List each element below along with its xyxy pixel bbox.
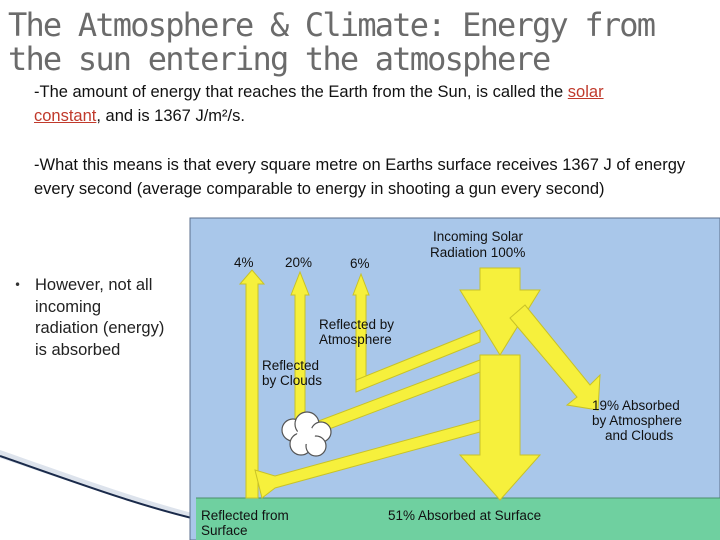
pct-6-label: 6% [350,256,370,271]
decorative-swoosh [0,450,200,520]
pct-20-label: 20% [285,255,313,270]
absorbed-atmosphere-line1: 19% Absorbed [592,398,680,413]
bullet-text: However, not all incoming radiation (energy) is absorbed [35,276,165,359]
incoming-label-line2: Radiation 100% [430,245,526,260]
bullet-dot-icon: • [14,278,22,292]
solar-constant-link[interactable]: solar constant [34,83,604,125]
reflected-surface-line2: Surface [201,523,248,538]
slide-title: The Atmosphere & Climate: Energy from the sun entering the atmosphere [8,6,655,78]
reflected-atmosphere-line1: Reflected by [319,317,395,332]
reflected-surface-line1: Reflected from [201,508,289,523]
absorbed-atmosphere-line2: by Atmosphere [592,413,683,428]
paragraph-explanation: -What this means is that every square metre on Earths surface receives 1367 J of energy every second (average comparable to energy in shooting a gun every second) [34,156,686,198]
absorbed-surface-label: 51% Absorbed at Surface [388,508,542,523]
pct-4-label: 4% [234,255,254,270]
reflected-atmosphere-line2: Atmosphere [319,332,392,347]
reflected-clouds-line1: Reflected [262,358,320,373]
absorbed-atmosphere-line3: and Clouds [605,428,674,443]
paragraph-text-before: -The amount of energy that reaches the Earth from the Sun, is called the [34,83,568,101]
incoming-label-line1: Incoming Solar [433,229,524,244]
paragraph-text-after: , and is 1367 J/m²/s. [96,107,245,125]
reflected-clouds-line2: by Clouds [262,373,323,388]
